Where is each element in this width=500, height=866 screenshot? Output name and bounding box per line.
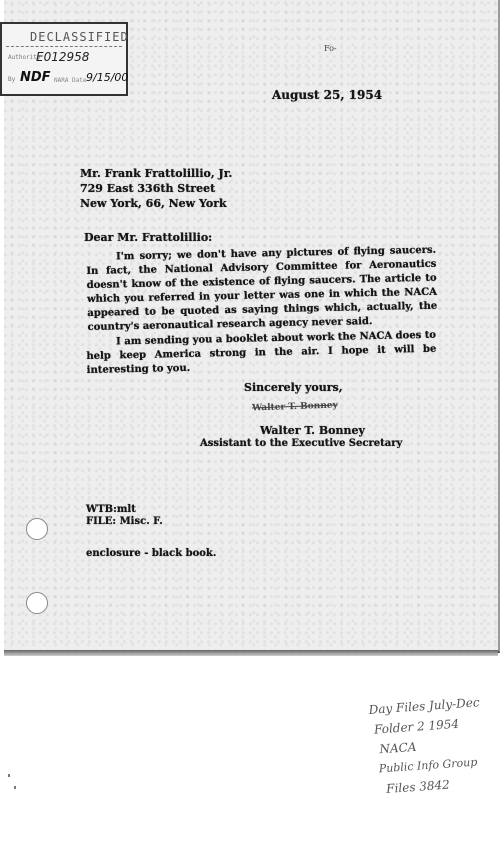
salutation: Dear Mr. Frattolillio: — [84, 231, 213, 244]
handwritten-line: NACA — [378, 739, 417, 757]
reference-initials: WTB:mlt — [86, 504, 136, 515]
body-paragraph-2: I am sending you a booklet about work the NACA does to help keep America strong in the air. I hope it will be interesting to you. — [86, 329, 437, 376]
declassified-stamp — [0, 22, 128, 96]
punch-hole — [26, 518, 48, 540]
corner-mark: Fo- — [324, 44, 337, 53]
closing: Sincerely yours, — [244, 381, 343, 394]
recipient-street: 729 East 336th Street — [80, 182, 216, 195]
scan-speck — [14, 786, 16, 789]
handwritten-filing-note — [368, 691, 500, 800]
signer-title: Assistant to the Executive Secretary — [200, 438, 403, 449]
stamp-by-label: By — [8, 76, 16, 83]
punch-hole — [26, 592, 48, 614]
handwritten-line: Files 3842 — [385, 777, 451, 796]
body-paragraph-1: I'm sorry; we don't have any pictures of flying saucers. In fact, the National Advisory Committee for Aeronautics doesn't know of the existence of flying saucers. The article to which you referred in your letter was one in which the NACA appeared to be quoted as saying things which, actually, the country's aeronautical research agency never said. — [86, 244, 438, 333]
stamp-date: 9/15/00 — [86, 71, 129, 84]
stamp-authority-number: E012958 — [36, 50, 90, 64]
recipient-city: New York, 66, New York — [80, 197, 227, 210]
stamp-nara-label: NARA Date — [54, 77, 87, 84]
stamp-initials: NDF — [20, 70, 51, 85]
stamp-authority-label: Authority — [8, 54, 41, 61]
signer-name: Walter T. Bonney — [260, 424, 365, 437]
stamp-divider — [6, 46, 122, 47]
signature: Walter T. Bonney — [251, 400, 338, 414]
letter-date: August 25, 1954 — [272, 88, 383, 102]
scan-speck — [8, 774, 10, 777]
stamp-title: DECLASSIFIED — [30, 30, 129, 44]
recipient-name: Mr. Frank Frattolillio, Jr. — [80, 167, 233, 180]
file-reference: FILE: Misc. F. — [86, 516, 163, 527]
handwritten-line: Day Files July-Dec — [368, 695, 481, 717]
handwritten-line: Folder 2 1954 — [373, 716, 460, 737]
handwritten-line: Public Info Group — [378, 755, 478, 776]
enclosure-note: enclosure - black book. — [86, 548, 217, 559]
